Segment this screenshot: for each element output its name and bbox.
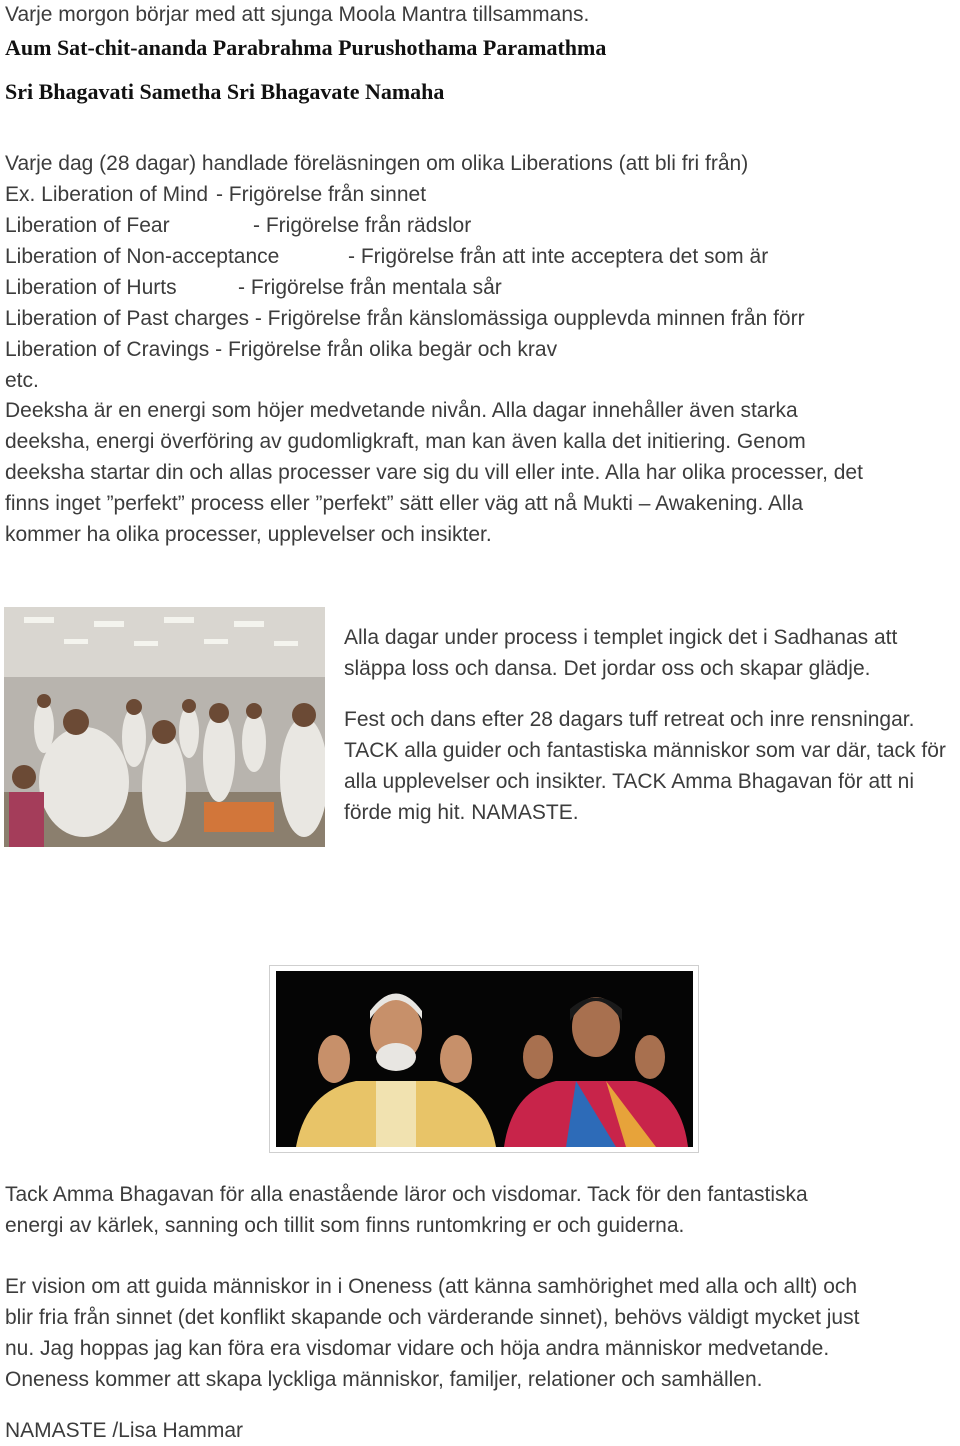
paragraph-line: blir fria från sinnet (det konflikt skapande och värderande sinnet), behövs väldigt mycket just xyxy=(5,1306,860,1329)
liberation-sv: - Frigörelse från att inte acceptera det som är xyxy=(348,245,769,268)
liberation-item xyxy=(5,210,471,241)
dance-photo xyxy=(4,607,325,847)
intro-text: Varje morgon börjar med att sjunga Moola Mantra tillsammans. xyxy=(5,3,590,26)
liberation-en: Liberation of Hurts xyxy=(5,276,177,299)
mantra-line-1: Aum Sat-chit-ananda Parabrahma Purushothama Paramathma xyxy=(5,35,607,60)
mantra-line-2: Sri Bhagavati Sametha Sri Bhagavate Namaha xyxy=(5,79,445,104)
dance-paragraph-1: Alla dagar under process i templet ingick det i Sadhanas att släppa loss och dansa. Det jordar oss och skapar glädje. xyxy=(344,626,898,680)
liberation-sv: - Frigörelse från olika begär och krav xyxy=(215,338,558,361)
liberation-en: Ex. Liberation of Mind xyxy=(5,183,209,206)
liberation-en: Liberation of Cravings xyxy=(5,338,210,361)
liberation-item xyxy=(5,303,805,334)
liberation-sv: - Frigörelse från rädslor xyxy=(253,214,472,237)
liberation-item xyxy=(5,241,768,272)
paragraph-line: kommer ha olika processer, upplevelser och insikter. xyxy=(5,523,492,546)
dance-paragraph-2: Fest och dans efter 28 dagars tuff retreat och inre rensningar. TACK alla guider och fantastiska människor som var där, tack för alla upplevelser och insikter. TACK Amma Bhagavan för att ni förde mig hit. NAMASTE. xyxy=(344,708,946,824)
paragraph-line: Deeksha är en energi som höjer medvetande nivån. Alla dagar innehåller även starka xyxy=(5,399,798,422)
liberations-intro: Varje dag (28 dagar) handlade föreläsningen om olika Liberations (att bli fri från) xyxy=(5,152,749,175)
signature: NAMASTE /Lisa Hammar xyxy=(5,1419,244,1442)
paragraph-line: deeksha startar din och allas processer vare sig du vill eller inte. Alla har olika processer, det xyxy=(5,461,863,484)
amma-bhagavan-photo xyxy=(276,971,693,1147)
liberation-en: Liberation of Non-acceptance xyxy=(5,245,280,268)
liberation-sv: - Frigörelse från sinnet xyxy=(215,183,427,206)
liberation-item xyxy=(5,272,502,303)
paragraph-line: finns inget ”perfekt” process eller ”perfekt” sätt eller väg att nå Mukti – Awakening. Alla xyxy=(5,492,803,515)
liberation-en: Liberation of Fear xyxy=(5,214,170,237)
liberation-sv: - Frigörelse från känslomässiga oupplevda minnen från förr xyxy=(254,307,805,330)
paragraph-line: Tack Amma Bhagavan för alla enastående läror och visdomar. Tack för den fantastiska xyxy=(5,1183,808,1206)
amma-bhagavan-photo-frame xyxy=(269,965,699,1153)
dance-text xyxy=(344,622,960,828)
paragraph-line: Er vision om att guida människor in i Oneness (att känna samhörighet med alla och allt) och xyxy=(5,1275,858,1298)
paragraph-line: energi av kärlek, sanning och tillit som finns runtomkring er och guiderna. xyxy=(5,1214,685,1237)
liberation-en: Liberation of Past charges xyxy=(5,307,249,330)
liberation-item xyxy=(5,334,557,365)
liberation-sv: - Frigörelse från mentala sår xyxy=(238,276,502,299)
liberations-etc: etc. xyxy=(5,369,39,392)
paragraph-line: nu. Jag hoppas jag kan föra era visdomar vidare och höja andra människor medvetande. xyxy=(5,1337,830,1360)
liberation-item xyxy=(5,179,426,210)
paragraph-line: Oneness kommer att skapa lyckliga människor, familjer, relationer och samhällen. xyxy=(5,1368,763,1391)
paragraph-line: deeksha, energi överföring av gudomligkraft, man kan även kalla det initiering. Genom xyxy=(5,430,806,453)
